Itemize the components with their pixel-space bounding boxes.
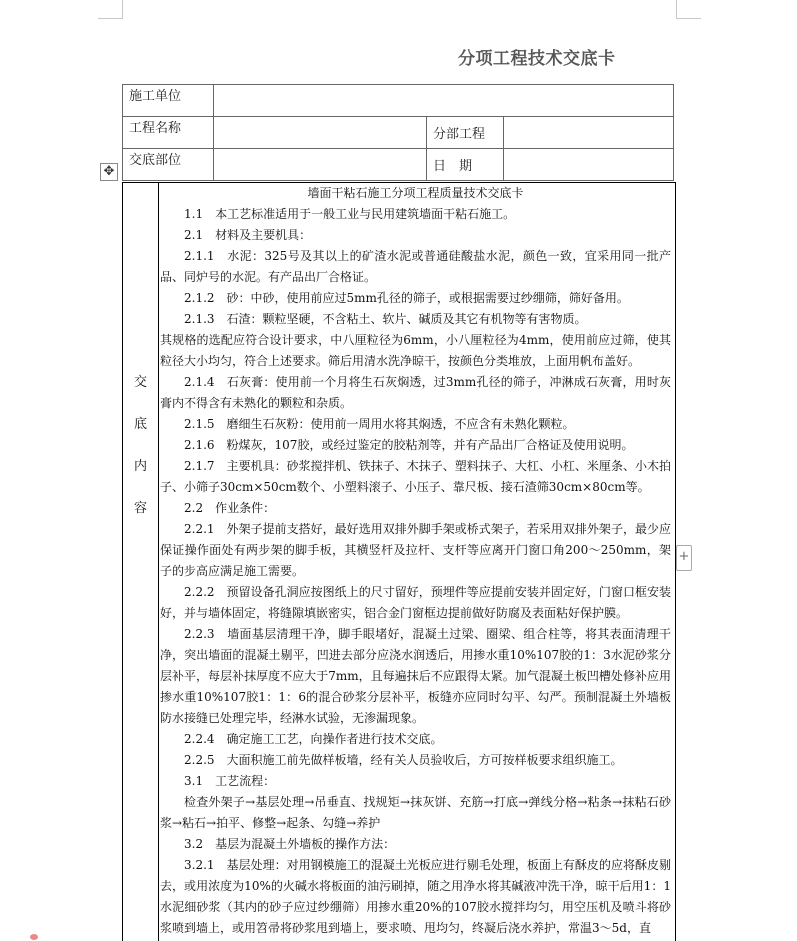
document-title: 分项工程技术交底卡 (458, 49, 616, 69)
paragraph: 2.2.2 预留设备孔洞应按图纸上的尺寸留好，预埋件等应提前安装并固定好，门窗口框安装好，并与墙体固定，将缝隙填嵌密实，铝合金门窗框边提前做好防腐及表面粘好保护膜。 (160, 585, 671, 620)
paragraph: 2.2.4 确定施工工艺，向操作者进行技术交底。 (184, 732, 443, 746)
date-value-cell[interactable] (504, 149, 674, 181)
paragraph: 2.1.3 石渣：颗粒坚硬，不含粘土、软片、碱质及其它有机物等有害物质。 (184, 312, 587, 326)
paragraph: 2.2 作业条件： (184, 501, 276, 515)
content-table (122, 182, 676, 941)
side-label-cell (123, 183, 159, 941)
date-label: 日 期 (427, 149, 504, 181)
add-row-plus-icon[interactable]: + (676, 545, 692, 571)
paragraph: 2.1.7 主要机具：砂浆搅拌机、铁抹子、木抹子、塑料抹子、大杠、小杠、米厘条、小木拍子、小筛子30cm×50cm数个、小塑料滚子、小压子、靠尺板、接石渣筛30cm×80cm等。 (160, 459, 671, 494)
project-label: 工程名称 (123, 117, 214, 149)
project-value-cell[interactable] (214, 117, 427, 149)
side-char: 内 (133, 459, 147, 474)
paragraph: 3.2.1 基层处理：对用钢模施工的混凝土光板应进行剔毛处理，板面上有酥皮的应将酥皮剔去，或用浓度为10%的火碱水将板面的油污刷掉，随之用净水将其碱液冲洗干净，晾干后用1：1水泥细砂浆（其内的砂子应过纱绷筛）用掺水重20%的107胶水搅拌均匀，用空压机及喷斗将砂浆喷到墙上，或用笤帚将砂浆甩到墙上，要求喷、甩均匀，终凝后浇水养护，常温3～5d，直 (160, 858, 671, 935)
side-char: 容 (133, 501, 147, 516)
subproject-label: 分部工程 (427, 117, 504, 149)
paragraph: 3.1 工艺流程： (184, 774, 276, 788)
paragraph: 1.1 本工艺标准适用于一般工业与民用建筑墙面干粘石施工。 (184, 207, 516, 221)
location-label: 交底部位 (123, 149, 214, 181)
paragraph: 2.1.5 磨细生石灰粉：使用前一周用水将其焖透，不应含有未熟化颗粒。 (184, 417, 575, 431)
paragraph: 2.2.3 墙面基层清理干净，脚手眼堵好，混凝土过梁、圈梁、组合柱等，将其表面清理干净，突出墙面的混凝土剔平，凹进去部分应浇水润透后，用掺水重10%107胶的1：3水泥砂浆分层补平，每层补抹厚度不应大于7mm，且每遍抹后不应跟得太紧。加气混凝土板凹槽处修补应用掺水重10%107胶1：1：6的混合砂浆分层补平，板缝亦应同时勾平、勾严。预制混凝土外墙板防水接缝已处理完毕，经淋水试验，无渗漏现象。 (160, 627, 671, 725)
unit-label: 施工单位 (123, 85, 214, 117)
content-body (160, 183, 671, 939)
process-flow: 检查外架子→基层处理→吊垂直、找规矩→抹灰饼、充筋→打底→弹线分格→粘条→抹粘石砂浆→粘石→拍平、修整→起条、勾缝→养护 (160, 795, 671, 830)
paragraph: 其规格的选配应符合设计要求，中八厘粒径为6mm，小八厘粒径为4mm，使用前应过筛，使其粒径大小均匀，符合上述要求。筛后用清水洗净晾干，按颜色分类堆放，上面用帆布盖好。 (160, 333, 671, 368)
paragraph: 2.1.4 石灰膏：使用前一个月将生石灰焖透，过3mm孔径的筛子，冲淋成石灰膏，用时灰膏内不得含有未熟化的颗粒和杂质。 (160, 375, 671, 410)
paragraph: 2.1.2 砂：中砂，使用前应过5mm孔径的筛子，或根据需要过纱绷筛，筛好备用。 (184, 291, 629, 305)
side-char: 交 (133, 375, 147, 390)
paragraph: 2.1.1 水泥：325号及其以上的矿渣水泥或普通硅酸盐水泥，颜色一致，宜采用同一批产品、同炉号的水泥。有产品出厂合格证。 (160, 249, 671, 284)
page-corner-mark-right (676, 0, 701, 19)
decorative-mark (30, 934, 38, 940)
paragraph: 2.2.5 大面积施工前先做样板墙，经有关人员验收后，方可按样板要求组织施工。 (184, 753, 623, 767)
side-char: 底 (133, 417, 147, 432)
header-table (122, 84, 674, 181)
content-heading: 墙面干粘石施工分项工程质量技术交底卡 (307, 186, 524, 200)
page-corner-mark-left (98, 0, 123, 19)
location-value-cell[interactable] (214, 149, 427, 181)
subproject-value-cell[interactable] (504, 117, 674, 149)
unit-value-cell[interactable] (214, 85, 674, 117)
paragraph: 2.1.6 粉煤灰，107胶，或经过鉴定的胶粘剂等，并有产品出厂合格证及使用说明。 (184, 438, 634, 452)
paragraph: 3.2 基层为混凝土外墙板的操作方法： (184, 837, 396, 851)
paragraph: 2.1 材料及主要机具： (184, 228, 312, 242)
paragraph: 2.2.1 外架子提前支搭好，最好选用双排外脚手架或桥式架子，若采用双排外架子，最少应保证操作面处有两步架的脚手板，其横竖杆及拉杆、支杆等应离开门窗口角200～250mm，架子的步高应满足施工需要。 (160, 522, 671, 578)
table-move-handle-icon[interactable]: ✥ (100, 163, 118, 181)
